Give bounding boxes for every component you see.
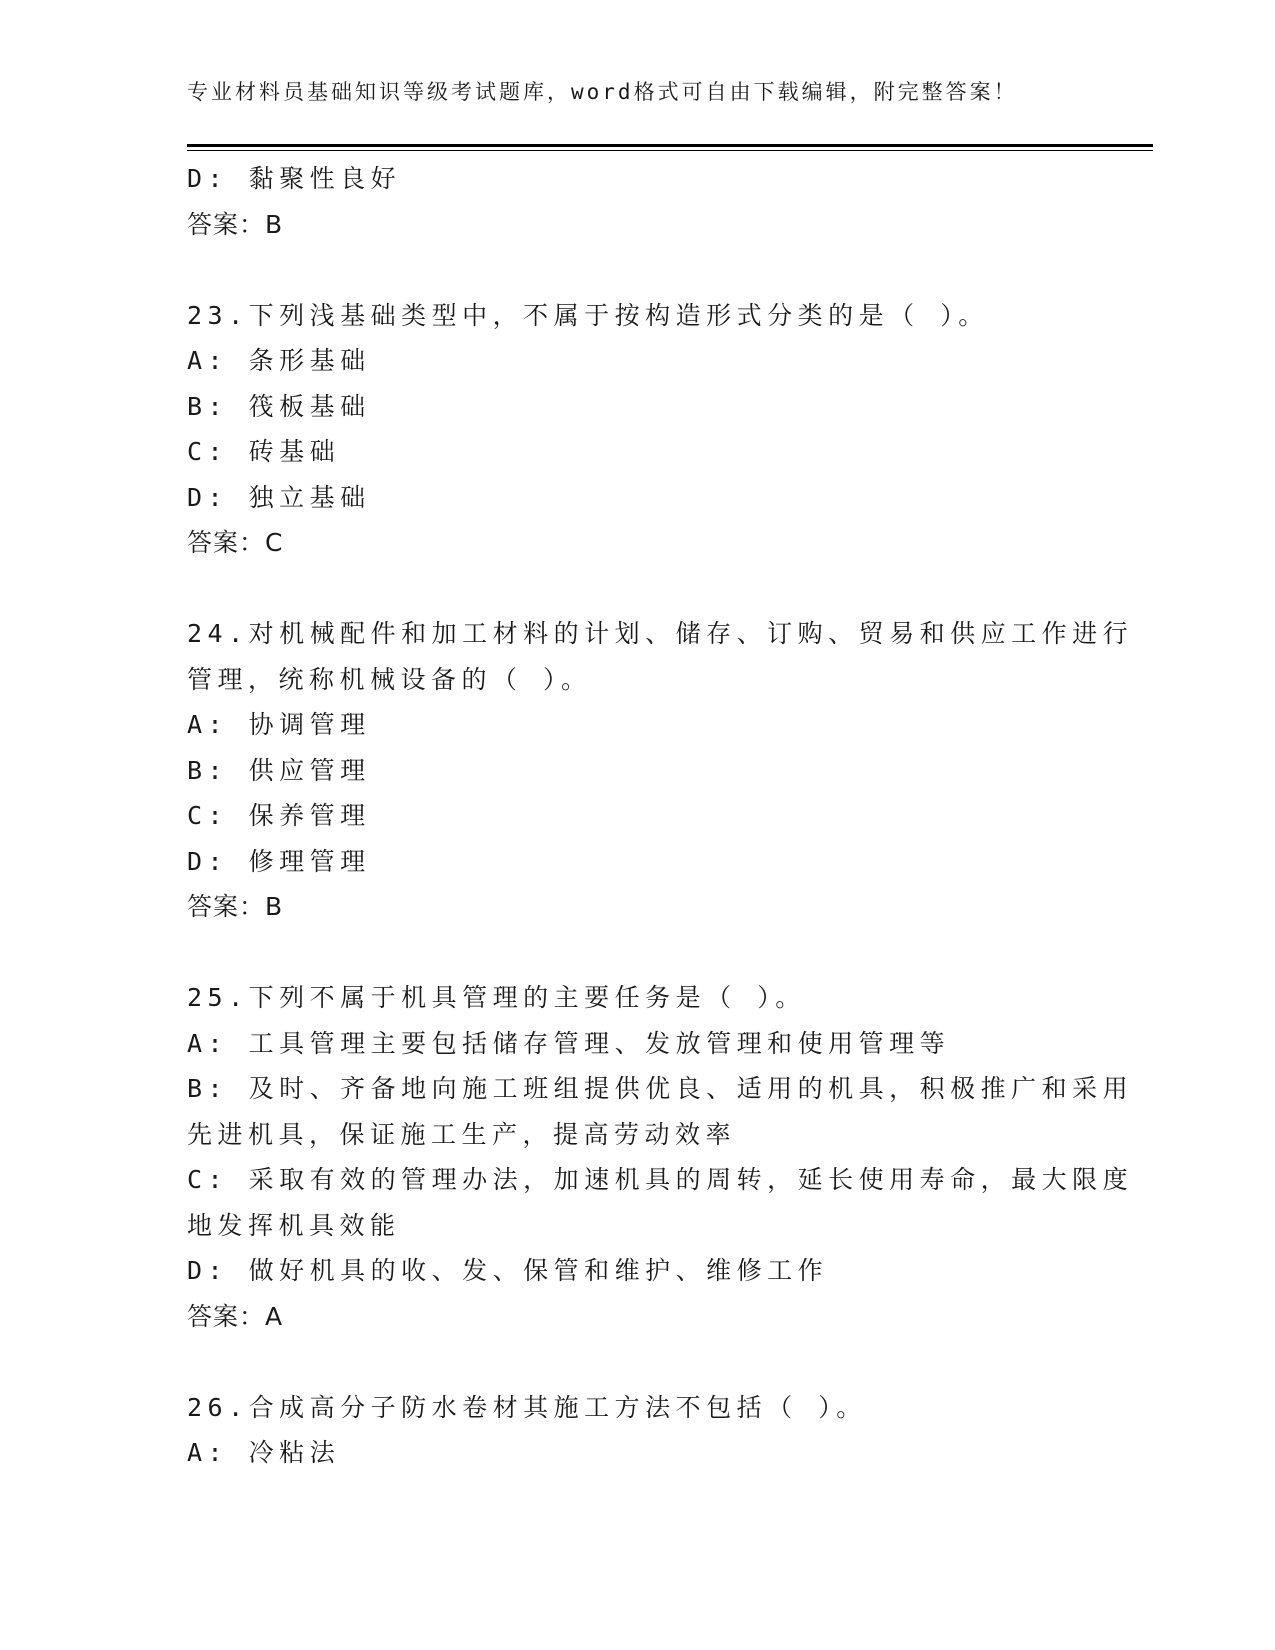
spacer [187, 247, 1087, 293]
option-c-continued: 地发挥机具效能 [187, 1210, 401, 1240]
option-d: D: 做好机具的收、发、保管和维护、维修工作 [187, 1256, 829, 1285]
answer: 答案：B [187, 892, 284, 921]
spacer [187, 1339, 1087, 1385]
option-b: B: 及时、齐备地向施工班组提供优良、适用的机具，积极推广和采用 [187, 1074, 1134, 1103]
option-b: B: 筏板基础 [187, 391, 371, 421]
question-content [187, 156, 1134, 1476]
option-d: D: 独立基础 [187, 482, 371, 512]
answer: 答案：A [187, 1301, 284, 1331]
question-stem-continued: 管理，统称机械设备的（ ）。 [187, 664, 592, 694]
answer: 答案：C [187, 528, 284, 557]
question-stem: 25.下列不属于机具管理的主要任务是（ ）。 [187, 983, 806, 1012]
option-a: A: 条形基础 [187, 346, 371, 375]
header-rule-thin [187, 150, 1153, 151]
option-c: C: 采取有效的管理办法，加速机具的周转，延长使用寿命，最大限度 [187, 1165, 1134, 1194]
spacer [187, 566, 1087, 612]
option-c: C: 保养管理 [187, 801, 371, 830]
question-stem: 23.下列浅基础类型中，不属于按构造形式分类的是（ ）。 [187, 300, 989, 330]
option-a: A: 冷粘法 [187, 1438, 341, 1467]
option-b-continued: 先进机具，保证施工生产，提高劳动效率 [187, 1119, 737, 1149]
option-a: A: 工具管理主要包括储存管理、发放管理和使用管理等 [187, 1028, 951, 1058]
header-rule-thick [187, 144, 1153, 147]
page-header: 专业材料员基础知识等级考试题库，word格式可自由下载编辑，附完整答案！ [187, 80, 1018, 104]
question-stem: 26.合成高分子防水卷材其施工方法不包括（ ）。 [187, 1392, 867, 1422]
question-stem: 24.对机械配件和加工材料的计划、储存、订购、贸易和供应工作进行 [187, 619, 1134, 648]
option-c: C: 砖基础 [187, 437, 341, 466]
option-a: A: 协调管理 [187, 710, 371, 739]
option-d: D: 黏聚性良好 [187, 164, 402, 193]
option-b: B: 供应管理 [187, 755, 371, 785]
spacer [187, 930, 1087, 976]
answer: 答案：B [187, 209, 284, 239]
option-d: D: 修理管理 [187, 846, 371, 876]
